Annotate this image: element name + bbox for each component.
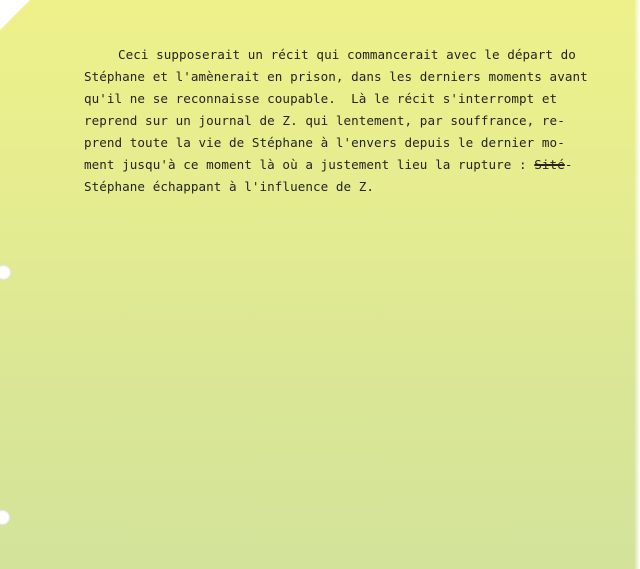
struck-through-word: Sité bbox=[534, 157, 565, 172]
text-line: Ceci supposerait un récit qui commancerait avec le départ do bbox=[118, 47, 576, 62]
text-line: Stéphane et l'amènerait en prison, dans les derniers moments avant bbox=[84, 69, 588, 84]
page-edge bbox=[634, 0, 640, 569]
punch-hole-upper bbox=[0, 265, 11, 280]
text-line: qu'il ne se reconnaisse coupable. Là le récit s'interrompt et bbox=[84, 91, 558, 106]
text-line: prend toute la vie de Stéphane à l'envers depuis le dernier mo- bbox=[84, 135, 565, 150]
folded-corner bbox=[0, 0, 30, 30]
punch-hole-lower bbox=[0, 510, 10, 525]
text-line: Stéphane échappant à l'influence de Z. bbox=[84, 179, 375, 194]
line-hyphen: - bbox=[564, 157, 573, 172]
text-line-with-correction bbox=[84, 154, 624, 176]
typed-paragraph bbox=[84, 44, 624, 198]
text-segment: ment jusqu'à ce moment là où a justement lieu la rupture : bbox=[84, 157, 535, 172]
text-line: reprend sur un journal de Z. qui lentement, par souffrance, re- bbox=[84, 113, 565, 128]
